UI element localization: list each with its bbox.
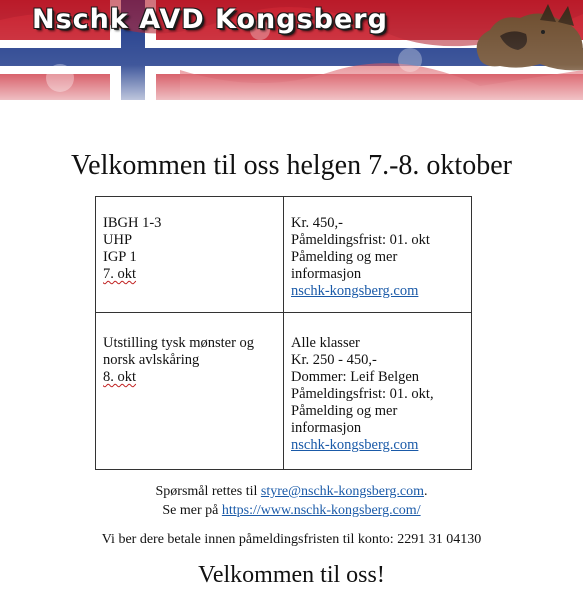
info-line: Påmelding og mer [291, 403, 398, 419]
see-more-prefix: Se mer på [162, 503, 222, 518]
contact-prefix: Spørsmål rettes til [155, 484, 261, 499]
info-line: Påmeldingsfrist: 01. okt [291, 232, 430, 248]
event-line: norsk avlskåring [103, 352, 200, 368]
page-title: Velkommen til oss helgen 7.-8. oktober [71, 150, 512, 181]
website-url-link[interactable]: https://www.nschk-kongsberg.com/ [221, 503, 421, 518]
email-link[interactable]: styre@nschk-kongsberg.com [260, 484, 424, 499]
website-link[interactable]: nschk-kongsberg.com [291, 283, 419, 299]
info-line: Kr. 450,- [291, 215, 343, 231]
info-line: informasjon [291, 420, 362, 436]
event-line: IGP 1 [103, 249, 137, 265]
table-row [96, 313, 472, 470]
contact-line [0, 484, 583, 500]
event-date: 7. okt [103, 266, 137, 282]
event-details-cell [96, 313, 284, 470]
event-line: UHP [103, 232, 133, 248]
event-info-cell [284, 313, 472, 470]
info-line: Påmeldingsfrist: 01. okt, [291, 386, 434, 402]
event-line: Utstilling tysk mønster og [103, 335, 255, 351]
banner-title: Nschk AVD Kongsberg [32, 4, 388, 35]
info-line: Alle klasser [291, 335, 360, 351]
table-row [96, 197, 472, 313]
event-date: 8. okt [103, 369, 137, 385]
info-line: Påmelding og mer [291, 249, 398, 265]
payment-info: Vi ber dere betale innen påmeldingsfristen til konto: 2291 31 04130 [101, 532, 482, 547]
info-line: Dommer: Leif Belgen [291, 369, 420, 385]
event-line: IBGH 1-3 [103, 215, 162, 231]
header-banner [0, 0, 583, 118]
events-table [95, 196, 472, 470]
event-info-cell [284, 197, 472, 313]
info-line: informasjon [291, 266, 362, 282]
closing-text: Velkommen til oss! [198, 562, 385, 588]
info-line: Kr. 250 - 450,- [291, 352, 377, 368]
event-details-cell [96, 197, 284, 313]
website-link[interactable]: nschk-kongsberg.com [291, 437, 419, 453]
contact-suffix: . [424, 484, 428, 499]
see-more-line [0, 503, 583, 519]
